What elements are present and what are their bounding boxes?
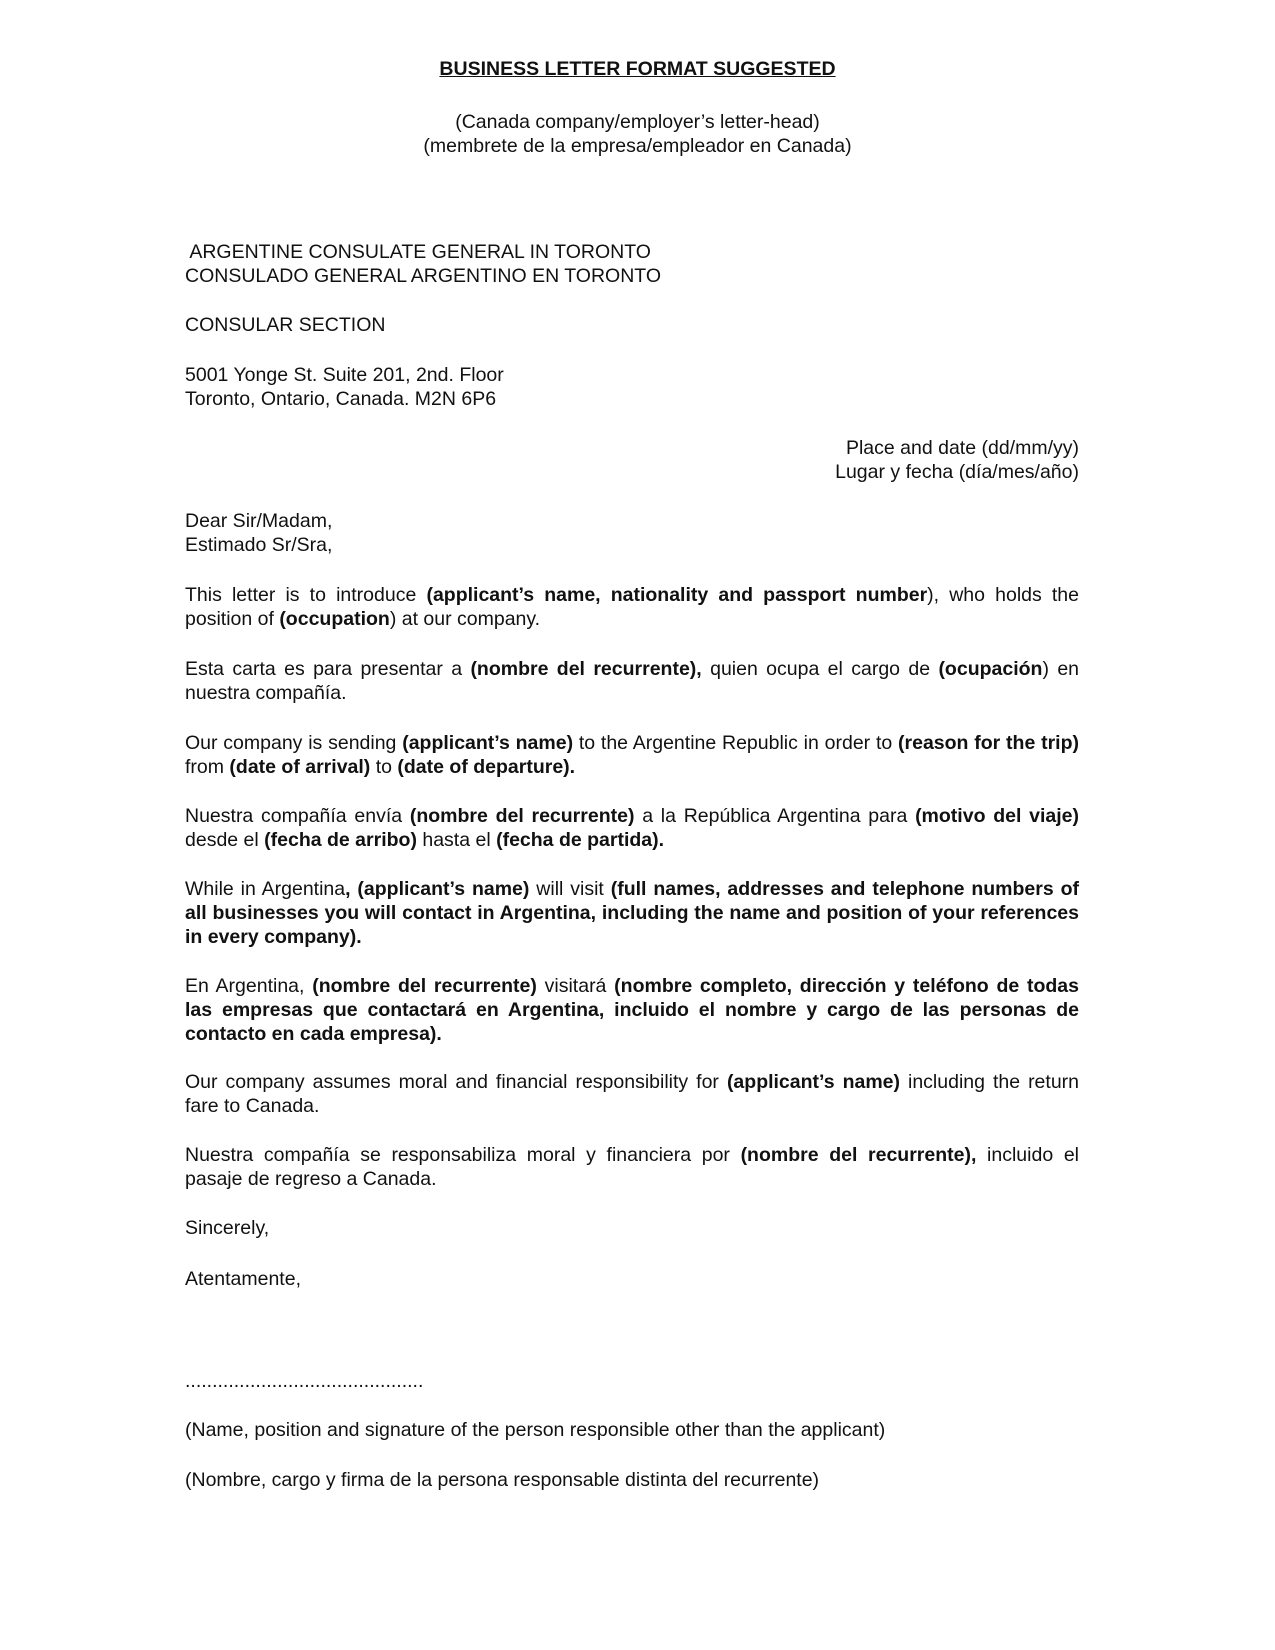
address-line-2: Toronto, Ontario, Canada. M2N 6P6 xyxy=(185,388,497,410)
signature-caption-es: (Nombre, cargo y firma de la persona responsable distinta del recurrente) xyxy=(185,1469,820,1491)
salutation-block xyxy=(185,509,1079,557)
signature-caption-en: (Name, position and signature of the person responsible other than the applicant) xyxy=(185,1419,886,1441)
placeholder-applicant-name: (applicant’s name) xyxy=(726,1071,900,1093)
paragraph-responsibility-en xyxy=(185,1070,1079,1118)
placeholder-arribo: (fecha de arribo) xyxy=(264,829,417,851)
text-run: ), who holds the position of xyxy=(185,584,1079,630)
text-run: ) at our company. xyxy=(389,608,541,630)
placeholder-nombre: (nombre del recurrente), xyxy=(740,1144,977,1166)
text-run: Our company assumes moral and financial responsibility for xyxy=(185,1071,727,1093)
text-run: While in Argentina xyxy=(185,878,346,900)
placeholder-applicant-name: (applicant’s name) xyxy=(402,732,574,754)
text-run: Esta carta es para presentar a xyxy=(185,658,471,680)
consular-section: CONSULAR SECTION xyxy=(185,314,386,336)
text-run: visitará xyxy=(536,975,615,997)
placeholder-applicant-details: (applicant’s name, nationality and passport number xyxy=(426,584,928,606)
text-run: quien ocupa el cargo de xyxy=(701,658,939,680)
text-run: incluido el pasaje de regreso a Canada. xyxy=(185,1144,1079,1190)
placeholder-arrival: (date of arrival) xyxy=(229,756,371,778)
paragraph-responsibility-es xyxy=(185,1143,1079,1191)
paragraph-trip-es xyxy=(185,804,1079,852)
signature-line: ............................................ xyxy=(185,1370,424,1392)
document-title: BUSINESS LETTER FORMAT SUGGESTED xyxy=(439,58,836,80)
address-line-1: 5001 Yonge St. Suite 201, 2nd. Floor xyxy=(185,364,504,386)
placeholder-partida: (fecha de partida). xyxy=(496,829,665,851)
text-run: to the Argentine Republic in order to xyxy=(573,732,899,754)
text-run: This letter is to introduce xyxy=(185,584,427,606)
recipient-block xyxy=(185,240,1079,288)
placeholder-business-contacts: (full names, addresses and telephone numbers of all businesses you will contact in Argentina, including the name and position of your references in every company). xyxy=(185,878,1079,948)
text-run: Nuestra compañía se responsabiliza moral y financiera por xyxy=(185,1144,741,1166)
text-run: from xyxy=(185,756,230,778)
place-date-es: Lugar y fecha (día/mes/año) xyxy=(835,461,1079,483)
text-run: Nuestra compañía envía xyxy=(185,805,410,827)
placeholder-nombre: (nombre del recurrente) xyxy=(409,805,635,827)
placeholder-nombre: (nombre del recurrente) xyxy=(312,975,537,997)
text-run: a la República Argentina para xyxy=(634,805,916,827)
paragraph-visit-es xyxy=(185,974,1079,1046)
placeholder-reason: (reason for the trip) xyxy=(898,732,1080,754)
closing-en: Sincerely, xyxy=(185,1217,270,1239)
letterhead-es: (membrete de la empresa/empleador en Canada) xyxy=(423,135,852,157)
paragraph-intro-es xyxy=(185,657,1079,705)
text-run: En Argentina, xyxy=(185,975,313,997)
text-run: will visit xyxy=(529,878,611,900)
text-run: hasta el xyxy=(416,829,497,851)
recipient-line-en: ARGENTINE CONSULATE GENERAL IN TORONTO xyxy=(185,241,651,263)
placeholder-nombre: (nombre del recurrente), xyxy=(470,658,702,680)
text-run: including the return fare to Canada. xyxy=(185,1071,1080,1117)
text-run: desde el xyxy=(185,829,265,851)
letterhead-en: (Canada company/employer’s letter-head) xyxy=(455,111,820,133)
date-block xyxy=(185,436,1079,484)
recipient-line-es: CONSULADO GENERAL ARGENTINO EN TORONTO xyxy=(185,265,662,287)
text-run: Our company is sending xyxy=(185,732,403,754)
closing-es: Atentamente, xyxy=(185,1268,301,1290)
salutation-es: Estimado Sr/Sra, xyxy=(185,534,333,556)
address-block xyxy=(185,363,1079,411)
paragraph-visit-en xyxy=(185,877,1079,949)
placeholder-ocupacion: (ocupación xyxy=(938,658,1043,680)
salutation-en: Dear Sir/Madam, xyxy=(185,510,333,532)
placeholder-motivo: (motivo del viaje) xyxy=(915,805,1079,827)
place-date-en: Place and date (dd/mm/yy) xyxy=(845,437,1079,459)
placeholder-empresas: (nombre completo, dirección y teléfono de todas las empresas que contactará en Argentina, incluido el nombre y cargo de las personas de contacto en cada empresa). xyxy=(185,975,1079,1045)
text-run: to xyxy=(370,756,398,778)
placeholder-applicant-name: , (applicant’s name) xyxy=(345,878,530,900)
placeholder-departure: (date of departure). xyxy=(397,756,576,778)
paragraph-trip-en xyxy=(185,731,1079,779)
text-run: ) en nuestra compañía. xyxy=(185,658,1080,704)
paragraph-intro-en xyxy=(185,583,1079,631)
placeholder-occupation: (occupation xyxy=(279,608,390,630)
